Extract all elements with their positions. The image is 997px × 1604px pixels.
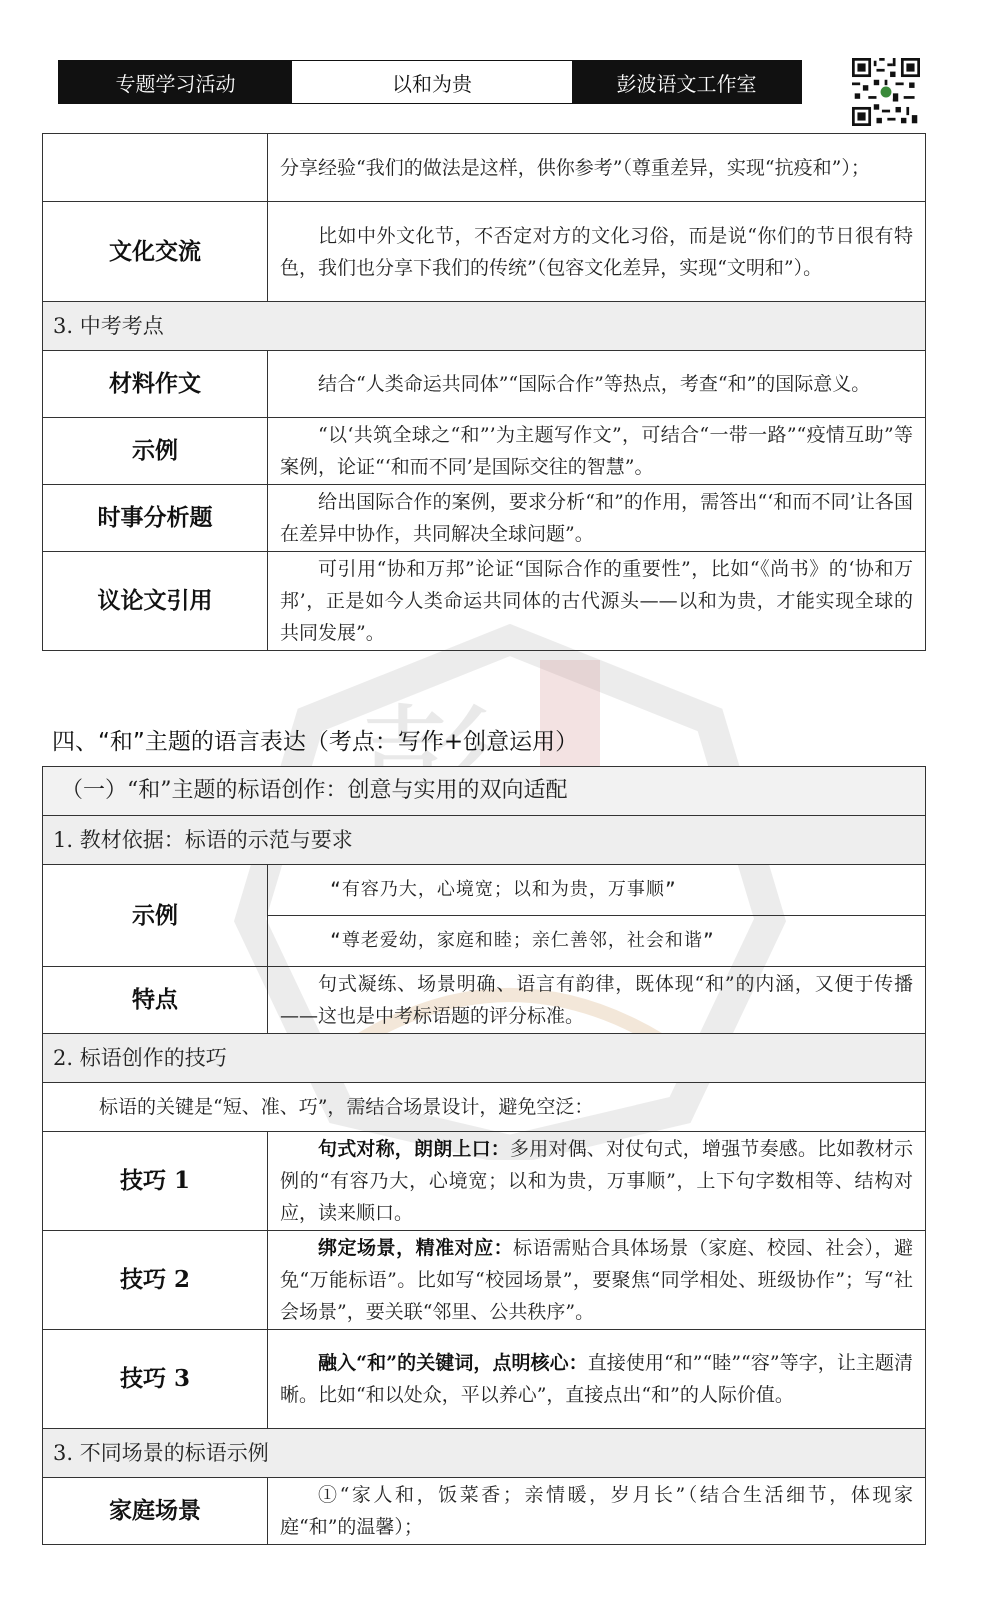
table-row	[43, 202, 926, 302]
section-heading: 3. 中考考点	[43, 302, 926, 351]
table-row	[43, 1478, 926, 1545]
section-row	[43, 767, 926, 816]
row-label: 家庭场景	[43, 1478, 268, 1545]
row-paragraph: 句式凝练、场景明确、语言有韵律，既体现“和”的内涵，又便于传播——这也是中考标语题的评分标准。	[280, 973, 913, 1027]
section-heading: 2. 标语创作的技巧	[43, 1034, 926, 1083]
row-text	[268, 1330, 926, 1429]
row-text	[268, 485, 926, 552]
table-row	[43, 552, 926, 651]
row-text	[268, 1231, 926, 1330]
section-heading: 1. 教材依据：标语的示范与要求	[43, 816, 926, 865]
row-label: 技巧 2	[43, 1231, 268, 1330]
row-label: 特点	[43, 967, 268, 1034]
row-text	[268, 1478, 926, 1545]
section-row	[43, 816, 926, 865]
intro-row	[43, 1083, 926, 1132]
empty-label-cell	[43, 134, 268, 202]
section-row	[43, 302, 926, 351]
section-row	[43, 1034, 926, 1083]
section-row	[43, 1429, 926, 1478]
skill-text: 直接使用“和”“睦”“容”等字，让主题清晰。比如“和以处众，平以养心”，直接点出“和”的人际价值。	[280, 1352, 914, 1406]
row-label: 示例	[43, 865, 268, 967]
qr-code-icon	[852, 58, 920, 126]
row-text	[268, 967, 926, 1034]
part-heading: （一）“和”主题的标语创作：创意与实用的双向适配	[43, 767, 926, 816]
key-phrase: 融入“和”的关键词，点明核心：	[318, 1352, 588, 1374]
header-series: 专题学习活动	[59, 61, 292, 103]
row-paragraph: ①“家人和，饭菜香；亲情暖，岁月长”（结合生活细节，体现家庭“和”的温馨）；	[280, 1484, 913, 1538]
row-label: 技巧 1	[43, 1132, 268, 1231]
intro-text: 标语的关键是“短、准、巧”，需结合场景设计，避免空泛：	[43, 1083, 926, 1132]
table-slogans	[42, 766, 926, 1545]
skill-text: 标语需贴合具体场景（家庭、校园、社会），避免“万能标语”。比如写“校园场景”，要聚焦“同学相处、班级协作”；写“社会场景”，要关联“邻里、公共秩序”。	[280, 1237, 913, 1323]
skill-text: 多用对偶、对仗句式，增强节奏感。比如教材示例的“有容乃大，心境宽；以和为贵，万事顺”，上下句字数相等、结构对应，读来顺口。	[280, 1138, 913, 1224]
header-studio: 彭波语文工作室	[572, 61, 801, 103]
table-row	[43, 967, 926, 1034]
row-paragraph	[280, 1347, 913, 1411]
table-row	[43, 865, 926, 916]
table-row	[43, 1330, 926, 1429]
share-text: 分享经验“我们的做法是这样，供你参考”（尊重差异，实现“抗疫和”）；	[280, 156, 870, 179]
header-title: 以和为贵	[292, 61, 572, 103]
key-phrase: 句式对称，朗朗上口：	[318, 1138, 510, 1160]
row-text	[268, 1132, 926, 1231]
table-row	[43, 485, 926, 552]
row-text	[268, 351, 926, 418]
key-phrase: 绑定场景，精准对应：	[318, 1237, 514, 1259]
section-heading: 3. 不同场景的标语示例	[43, 1429, 926, 1478]
table-row	[43, 1231, 926, 1330]
row-paragraph	[280, 1133, 913, 1229]
row-label: 示例	[43, 418, 268, 485]
row-text	[268, 202, 926, 302]
table-row	[43, 351, 926, 418]
table-row	[43, 1132, 926, 1231]
row-label: 材料作文	[43, 351, 268, 418]
row-text	[268, 552, 926, 651]
table-exam-points	[42, 133, 926, 651]
section-title: 四、“和”主题的语言表达（考点：写作+创意运用）	[52, 729, 579, 755]
row-label: 技巧 3	[43, 1330, 268, 1429]
row-label: 文化交流	[43, 202, 268, 302]
header-bar	[58, 60, 802, 104]
culture-text: 比如中外文化节，不否定对方的文化习俗，而是说“你们的节日很有特色，我们也分享下我们的传统”（包容文化差异，实现“文明和”）。	[280, 224, 913, 279]
slogan-example: “有容乃大，心境宽；以和为贵，万事顺”	[268, 865, 926, 916]
row-label: 议论文引用	[43, 552, 268, 651]
row-paragraph: 可引用“协和万邦”论证“国际合作的重要性”，比如“《尚书》的‘协和万邦’，正是如今人类命运共同体的古代源头——以和为贵，才能实现全球的共同发展”。	[280, 558, 913, 644]
row-paragraph	[280, 1232, 913, 1328]
row-paragraph: 结合“人类命运共同体”“国际合作”等热点，考查“和”的国际意义。	[318, 373, 871, 395]
row-label: 时事分析题	[43, 485, 268, 552]
slogan-example: “尊老爱幼，家庭和睦；亲仁善邻，社会和谐”	[268, 916, 926, 967]
row-text	[268, 134, 926, 202]
row-text	[268, 418, 926, 485]
table-row	[43, 418, 926, 485]
row-paragraph: “以‘共筑全球之“和”’为主题写作文”，可结合“一带一路”“疫情互助”等案例，论证“‘和而不同’是国际交往的智慧”。	[280, 424, 913, 478]
row-paragraph: 给出国际合作的案例，要求分析“和”的作用，需答出“‘和而不同’让各国在差异中协作，共同解决全球问题”。	[280, 491, 913, 545]
table-row	[43, 134, 926, 202]
